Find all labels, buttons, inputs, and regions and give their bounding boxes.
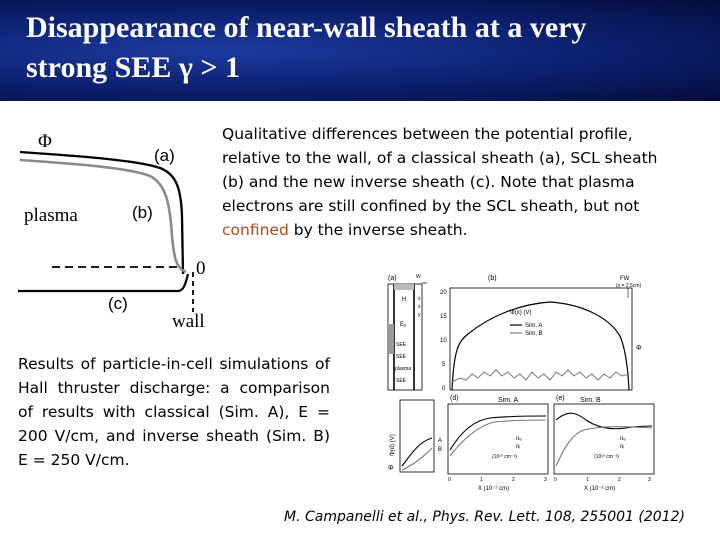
legend-sim-a: Sim. A: [525, 323, 543, 329]
panel-a-label-see-1: SEE: [396, 342, 407, 348]
title-line-2-prefix: strong SEE: [26, 51, 179, 84]
description-text-1: Qualitative differences between the potential profile, relative to the wall, of a classical sheath (a), SCL sheath (b) and the new inverse sheath (c). Note that plasma electrons are still confined by the SCL sheath, but not: [222, 125, 658, 215]
curve-c-inverse-sheath: [18, 274, 188, 291]
panel-d-x-label: X (10⁻² cm): [478, 486, 510, 492]
top-tick-15: 15: [440, 314, 447, 320]
panel-d-sim-a: Sim. A: [498, 397, 519, 404]
top-tick-10: 10: [440, 338, 447, 344]
fw-sub-label: (x = 2.5cm): [616, 283, 642, 289]
citation-journal: Phys. Rev. Lett.: [432, 509, 541, 525]
panel-a-anode: [394, 284, 414, 290]
top-tick-0: 0: [442, 386, 446, 392]
sheath-description: [222, 122, 682, 242]
curve-a-label: (a): [154, 146, 175, 165]
pic-simulation-figure: [380, 270, 700, 495]
plasma-label: plasma: [24, 205, 78, 226]
panel-e-tick-1: 1: [586, 477, 589, 483]
panel-c-y-label: Φ(d) (V): [390, 434, 396, 456]
sim-b-potential-curve: [452, 370, 629, 382]
panel-a-axis-z: z: [418, 296, 421, 302]
title-line-1: Disappearance of near-wall sheath at a very: [26, 11, 587, 44]
gamma-symbol: γ: [178, 51, 193, 84]
curve-b-label: (b): [132, 203, 153, 222]
panel-a-label-see-3: SEE: [396, 378, 407, 384]
panel-d-label: (d): [450, 395, 459, 402]
panel-a-label: (a): [388, 275, 397, 282]
results-text: Results of particle-in-cell simulations of Hall thruster discharge: a comparison of results with classical (Sim. A), E = 200 V/cm, and inverse sheath (Sim. B) E = 250 V/cm.: [18, 355, 330, 469]
panel-d-legend-ne: nₑ: [516, 436, 522, 442]
legend-sim-b: Sim. B: [525, 331, 543, 337]
panel-c-curve-b: [402, 448, 432, 470]
panel-e-ni-curve: [556, 427, 652, 466]
panel-d-tick-0: 0: [448, 477, 451, 483]
panel-d-legend-ni: nᵢ: [516, 444, 521, 450]
fw-label: FW: [620, 276, 630, 282]
panel-e-x-label: X (10⁻² cm): [584, 486, 616, 492]
panel-c-phi-symbol: Φ: [388, 465, 394, 472]
curve-c-label: (c): [108, 294, 128, 313]
citation-volume: 108, 255001 (2012): [540, 509, 685, 525]
panel-e-legend-ne: nₑ: [620, 436, 626, 442]
panel-b-label: (b): [488, 275, 497, 282]
panel-e-legend-ni: nᵢ: [620, 444, 625, 450]
sheath-profile-figure: [18, 124, 222, 334]
panel-c-label-a: A: [438, 438, 443, 444]
panel-e-tick-0: 0: [554, 477, 557, 483]
top-tick-20: 20: [440, 290, 447, 296]
panel-a-axis-x: x: [418, 304, 421, 310]
panel-d-tick-3: 3: [544, 477, 547, 483]
citation: [284, 509, 685, 525]
top-tick-5: 5: [442, 362, 446, 368]
panel-d-tick-2: 2: [512, 477, 515, 483]
panel-d-ni-curve: [450, 420, 546, 456]
description-highlight: confined: [222, 221, 289, 239]
title-bar: [0, 0, 720, 101]
panel-e-sim-b: Sim. B: [580, 397, 601, 404]
panel-d-tick-1: 1: [480, 477, 483, 483]
panel-a-label-h: H: [402, 297, 407, 303]
panel-e-tick-2: 2: [618, 477, 621, 483]
panel-e-ne-curve: [556, 413, 652, 428]
panel-e-frame: [554, 404, 654, 474]
description-text-2: by the inverse sheath.: [288, 221, 468, 239]
panel-a-electrode: [388, 324, 394, 354]
panel-d-frame: [448, 404, 548, 474]
panel-e-density-unit: (10¹⁰ cm⁻³): [594, 454, 619, 460]
phi-axis-label: Φ: [38, 131, 52, 152]
citation-authors: M. Campanelli et al.,: [284, 509, 433, 525]
panel-b-phi-axis: Φ: [636, 345, 642, 352]
panel-a-label-plasma: plasma: [395, 366, 412, 372]
panel-d-density-unit: (10¹⁰ cm⁻³): [492, 454, 517, 460]
panel-e-tick-3: 3: [648, 477, 651, 483]
panel-a-label-ey: Eᵧ: [400, 322, 406, 328]
panel-a-label-see-2: SEE: [396, 354, 407, 360]
top-legend-title: Φ(x) (V): [510, 310, 532, 316]
panel-e-label: (e): [556, 395, 565, 402]
panel-a-axis-w: W: [416, 274, 421, 280]
panel-c-label-b: B: [438, 447, 443, 453]
slide-title: [26, 8, 706, 88]
title-line-2-suffix: > 1: [192, 51, 240, 84]
wall-label: wall: [172, 311, 205, 332]
panel-a-axis-zw: zw: [422, 280, 427, 285]
panel-a-axis-y: y: [418, 312, 421, 318]
zero-label: 0: [196, 258, 206, 279]
